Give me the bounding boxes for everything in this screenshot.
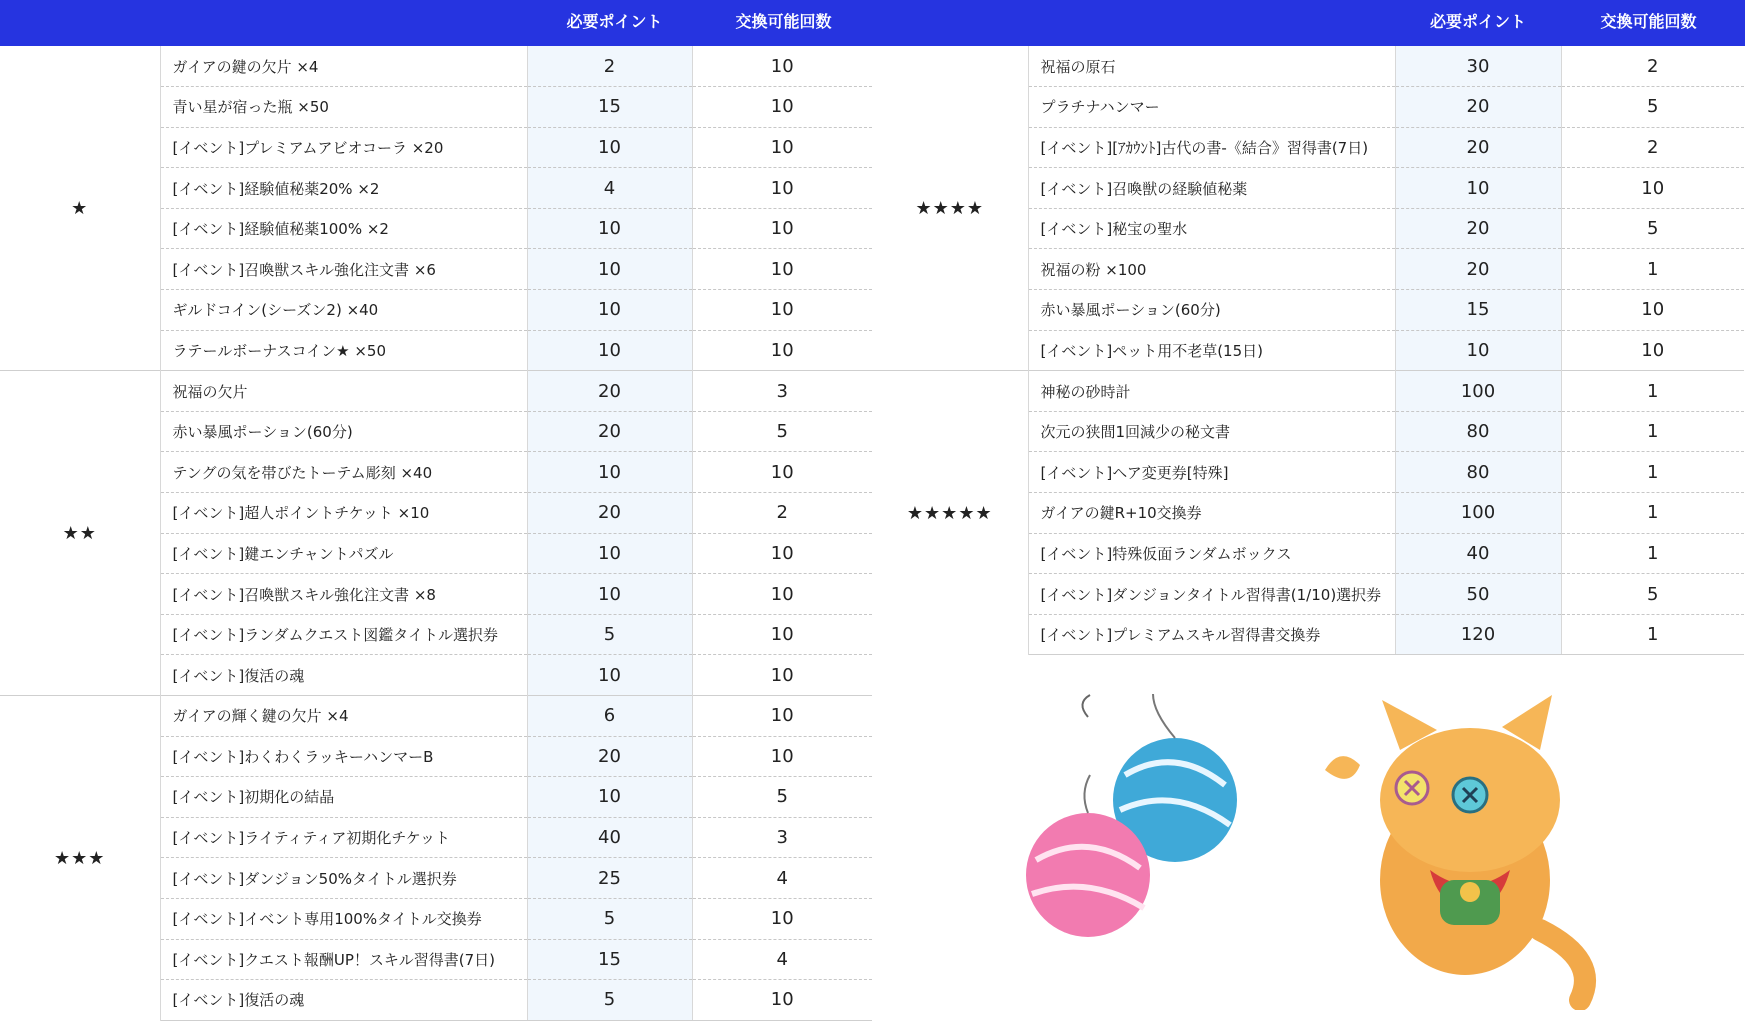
item-name: [イベント]特殊仮面ランダムボックス: [1028, 533, 1395, 574]
required-points: 10: [527, 777, 692, 818]
required-points: 10: [527, 208, 692, 249]
item-name: ガイアの輝く鍵の欠片 ×4: [160, 696, 527, 737]
required-points: 6: [527, 696, 692, 737]
exchange-count: 2: [692, 493, 872, 534]
item-name: [イベント]初期化の結晶: [160, 777, 527, 818]
exchange-count: 10: [692, 330, 872, 371]
header-exchange-count-left: 交換可能回数: [735, 12, 832, 31]
exchange-count: 5: [1561, 574, 1744, 615]
required-points: 10: [527, 290, 692, 331]
required-points: 40: [1395, 533, 1561, 574]
required-points: 5: [527, 980, 692, 1021]
table-row: [0, 696, 872, 737]
item-name: [イベント]ダンジョン50%タイトル選択券: [160, 858, 527, 899]
required-points: 20: [527, 411, 692, 452]
required-points: 15: [527, 87, 692, 128]
exchange-count: 10: [692, 168, 872, 209]
item-name: [イベント]秘宝の聖水: [1028, 208, 1395, 249]
item-name: [イベント]召喚獣の経験値秘薬: [1028, 168, 1395, 209]
header-required-points-right: 必要ポイント: [1429, 12, 1526, 31]
required-points: 20: [1395, 208, 1561, 249]
cat-mascot-icon: [1325, 695, 1585, 1000]
required-points: 4: [527, 168, 692, 209]
table-row: [0, 46, 872, 87]
exchange-count: 10: [692, 249, 872, 290]
required-points: 10: [1395, 168, 1561, 209]
item-name: [イベント]ランダムクエスト図鑑タイトル選択券: [160, 614, 527, 655]
required-points: 80: [1395, 452, 1561, 493]
exchange-count: 10: [692, 452, 872, 493]
item-name: [イベント][ｱｶｳﾝﾄ]古代の書-《結合》習得書(7日): [1028, 127, 1395, 168]
required-points: 20: [1395, 249, 1561, 290]
required-points: 10: [527, 249, 692, 290]
exchange-count: 1: [1561, 533, 1744, 574]
exchange-count: 10: [692, 127, 872, 168]
item-name: [イベント]復活の魂: [160, 655, 527, 696]
required-points: 20: [527, 493, 692, 534]
exchange-count: 5: [1561, 208, 1744, 249]
item-name: 青い星が宿った瓶 ×50: [160, 87, 527, 128]
required-points: 10: [527, 655, 692, 696]
item-name: [イベント]超人ポイントチケット ×10: [160, 493, 527, 534]
table-header: [0, 0, 1745, 46]
exchange-count: 1: [1561, 249, 1744, 290]
required-points: 10: [527, 452, 692, 493]
exchange-count: 10: [692, 898, 872, 939]
exchange-count: 1: [1561, 614, 1744, 655]
rank-stars: ★★★★★: [872, 371, 1028, 655]
required-points: 100: [1395, 493, 1561, 534]
required-points: 5: [527, 614, 692, 655]
table-row: [0, 371, 872, 412]
required-points: 2: [527, 46, 692, 87]
item-name: [イベント]プレミアムアビオコーラ ×20: [160, 127, 527, 168]
required-points: 50: [1395, 574, 1561, 615]
required-points: 15: [527, 939, 692, 980]
rank-stars: ★★: [0, 371, 160, 696]
exchange-count: 3: [692, 817, 872, 858]
item-name: [イベント]経験値秘薬100% ×2: [160, 208, 527, 249]
exchange-count: 1: [1561, 411, 1744, 452]
exchange-count: 10: [692, 574, 872, 615]
exchange-count: 5: [692, 777, 872, 818]
item-name: ラテールボーナスコイン★ ×50: [160, 330, 527, 371]
exchange-count: 4: [692, 858, 872, 899]
required-points: 120: [1395, 614, 1561, 655]
exchange-count: 1: [1561, 493, 1744, 534]
table-row: [872, 46, 1744, 87]
required-points: 30: [1395, 46, 1561, 87]
item-name: テングの気を帯びたトーテム彫刻 ×40: [160, 452, 527, 493]
exchange-count: 10: [692, 614, 872, 655]
required-points: 80: [1395, 411, 1561, 452]
item-name: [イベント]ヘア変更券[特殊]: [1028, 452, 1395, 493]
required-points: 10: [527, 574, 692, 615]
item-name: [イベント]鍵エンチャントパズル: [160, 533, 527, 574]
item-name: [イベント]イベント専用100%タイトル交換券: [160, 898, 527, 939]
item-name: ガイアの鍵の欠片 ×4: [160, 46, 527, 87]
exchange-count: 10: [1561, 330, 1744, 371]
decorative-illustrations: [1000, 680, 1640, 1010]
item-name: [イベント]ペット用不老草(15日): [1028, 330, 1395, 371]
rank-stars: ★★★: [0, 696, 160, 1021]
item-name: 祝福の粉 ×100: [1028, 249, 1395, 290]
item-name: ガイアの鍵R+10交換券: [1028, 493, 1395, 534]
required-points: 10: [527, 127, 692, 168]
item-name: [イベント]わくわくラッキーハンマーB: [160, 736, 527, 777]
item-name: 祝福の欠片: [160, 371, 527, 412]
required-points: 20: [1395, 127, 1561, 168]
item-name: [イベント]経験値秘薬20% ×2: [160, 168, 527, 209]
required-points: 5: [527, 898, 692, 939]
exchange-count: 5: [1561, 87, 1744, 128]
required-points: 10: [527, 330, 692, 371]
item-name: 赤い暴風ポーション(60分): [160, 411, 527, 452]
item-name: プラチナハンマー: [1028, 87, 1395, 128]
item-name: [イベント]ダンジョンタイトル習得書(1/10)選択券: [1028, 574, 1395, 615]
water-balloon-yoyo-icon: [1026, 694, 1237, 937]
exchange-table: [872, 46, 1744, 655]
item-name: 次元の狭間1回減少の秘文書: [1028, 411, 1395, 452]
exchange-count: 10: [692, 533, 872, 574]
required-points: 10: [1395, 330, 1561, 371]
required-points: 15: [1395, 290, 1561, 331]
exchange-count: 1: [1561, 371, 1744, 412]
exchange-count: 10: [692, 736, 872, 777]
rank-stars: ★★★★: [872, 46, 1028, 371]
header-exchange-count-right: 交換可能回数: [1600, 12, 1697, 31]
required-points: 10: [527, 533, 692, 574]
item-name: [イベント]召喚獣スキル強化注文書 ×6: [160, 249, 527, 290]
exchange-count: 10: [692, 208, 872, 249]
required-points: 20: [527, 736, 692, 777]
item-name: [イベント]ライティティア初期化チケット: [160, 817, 527, 858]
required-points: 40: [527, 817, 692, 858]
item-name: [イベント]召喚獣スキル強化注文書 ×8: [160, 574, 527, 615]
exchange-count: 3: [692, 371, 872, 412]
exchange-count: 10: [692, 655, 872, 696]
header-required-points-left: 必要ポイント: [566, 12, 663, 31]
item-name: 赤い暴風ポーション(60分): [1028, 290, 1395, 331]
exchange-count: 10: [1561, 290, 1744, 331]
exchange-count: 1: [1561, 452, 1744, 493]
item-name: ギルドコイン(シーズン2) ×40: [160, 290, 527, 331]
item-name: 祝福の原石: [1028, 46, 1395, 87]
exchange-table-left: [0, 46, 872, 1025]
exchange-table: [0, 46, 872, 1021]
item-name: [イベント]プレミアムスキル習得書交換券: [1028, 614, 1395, 655]
exchange-count: 2: [1561, 127, 1744, 168]
item-name: [イベント]復活の魂: [160, 980, 527, 1021]
exchange-count: 10: [692, 46, 872, 87]
illustration-area: [1000, 680, 1640, 1010]
required-points: 20: [527, 371, 692, 412]
exchange-count: 2: [1561, 46, 1744, 87]
table-row: [872, 371, 1744, 412]
rank-stars: ★: [0, 46, 160, 371]
exchange-count: 5: [692, 411, 872, 452]
exchange-count: 10: [692, 87, 872, 128]
required-points: 100: [1395, 371, 1561, 412]
item-name: [イベント]クエスト報酬UP！スキル習得書(7日): [160, 939, 527, 980]
required-points: 25: [527, 858, 692, 899]
required-points: 20: [1395, 87, 1561, 128]
item-name: 神秘の砂時計: [1028, 371, 1395, 412]
exchange-count: 10: [692, 696, 872, 737]
exchange-count: 10: [692, 290, 872, 331]
exchange-count: 10: [692, 980, 872, 1021]
exchange-count: 4: [692, 939, 872, 980]
exchange-count: 10: [1561, 168, 1744, 209]
